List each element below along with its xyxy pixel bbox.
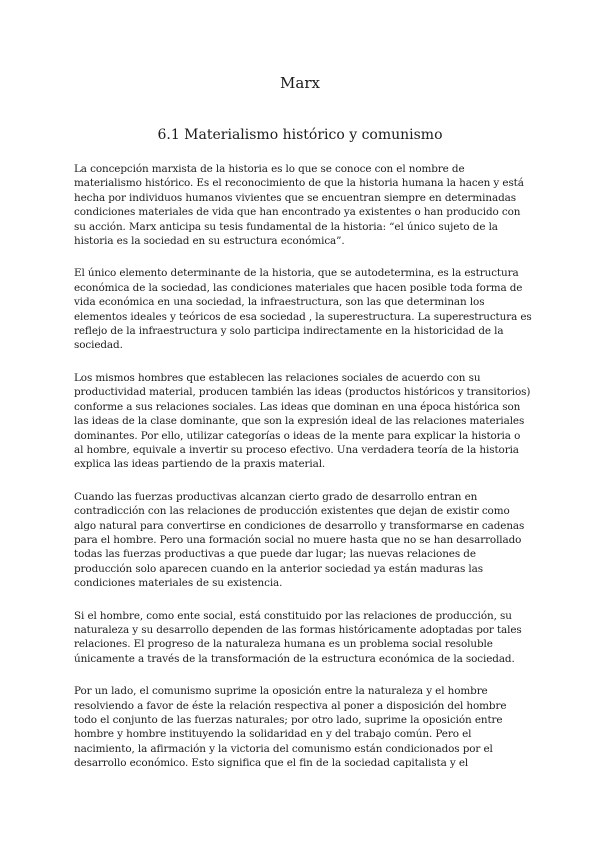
- body-text: [74, 162, 532, 789]
- paragraph-2: El único elemento determinante de la historia, que se autodetermina, es la estructura económica de la sociedad, las condiciones materiales que hacen posible toda forma de vida económica en una sociedad, la infraestructura, son las que determinan los elementos ideales y teóricos de esa sociedad , la superestructura. La superestructura es reflejo de la infraestructura y solo participa indirectamente en la historicidad de la sociedad.: [74, 267, 532, 352]
- paragraph-6: Por un lado, el comunismo suprime la oposición entre la naturaleza y el hombre resolviendo a favor de éste la relación respectiva al poner a disposición del hombre todo el conjunto de las fuerzas naturales; por otro lado, suprime la oposición entre hombre y hombre instituyendo la solidaridad en y del trabajo común. Pero el nacimiento, la afirmación y la victoria del comunismo están condicionados por el desarrollo económico. Esto significa que el fin de la sociedad capitalista y el: [74, 685, 507, 770]
- section-heading: 6.1 Materialismo histórico y comunismo: [157, 127, 443, 143]
- paragraph-5: Si el hombre, como ente social, está constituido por las relaciones de producción, su naturaleza y su desarrollo dependen de las formas históricamente adoptadas por tales relaciones. El progreso de la naturaleza humana es un problema social resoluble únicamente a través de la transformación de la estructura económica de la sociedad.: [74, 609, 522, 665]
- paragraph-1: La concepción marxista de la historia es lo que se conoce con el nombre de materialismo histórico. Es el reconocimiento de que la historia humana la hacen y está hecha por individuos humanos vivientes que se encuentran siempre en determinadas condiciones materiales de vida que han encontrado ya existentes o han producido con su acción. Marx anticipa su tesis fundamental de la historia: “el único sujeto de la historia es la sociedad en su estructura económica”.: [74, 163, 524, 248]
- paragraph-4: Cuando las fuerzas productivas alcanzan cierto grado de desarrollo entran en contradicción con las relaciones de producción existentes que dejan de existir como algo natural para convertirse en condiciones de desarrollo y transformarse en cadenas para el hombre. Pero una formación social no muere hasta que no se han desarrollado todas las fuerzas productivas a que puede dar lugar; las nuevas relaciones de producción solo aparecen cuando en la anterior sociedad ya están maduras las condiciones materiales de su existencia.: [74, 490, 525, 590]
- paragraph-3: Los mismos hombres que establecen las relaciones sociales de acuerdo con su productividad material, producen también las ideas (productos históricos y transitorios) conforme a sus relaciones sociales. Las ideas que dominan en una época histórica son las ideas de la clase dominante, que son la expresión ideal de las relaciones materiales dominantes. Por ello, utilizar categorías o ideas de la mente para explicar la historia o al hombre, equivale a invertir su proceso efectivo. Una verdadera teoría de la historia explica las ideas partiendo de la praxis material.: [74, 371, 531, 471]
- document-title: Marx: [280, 74, 320, 92]
